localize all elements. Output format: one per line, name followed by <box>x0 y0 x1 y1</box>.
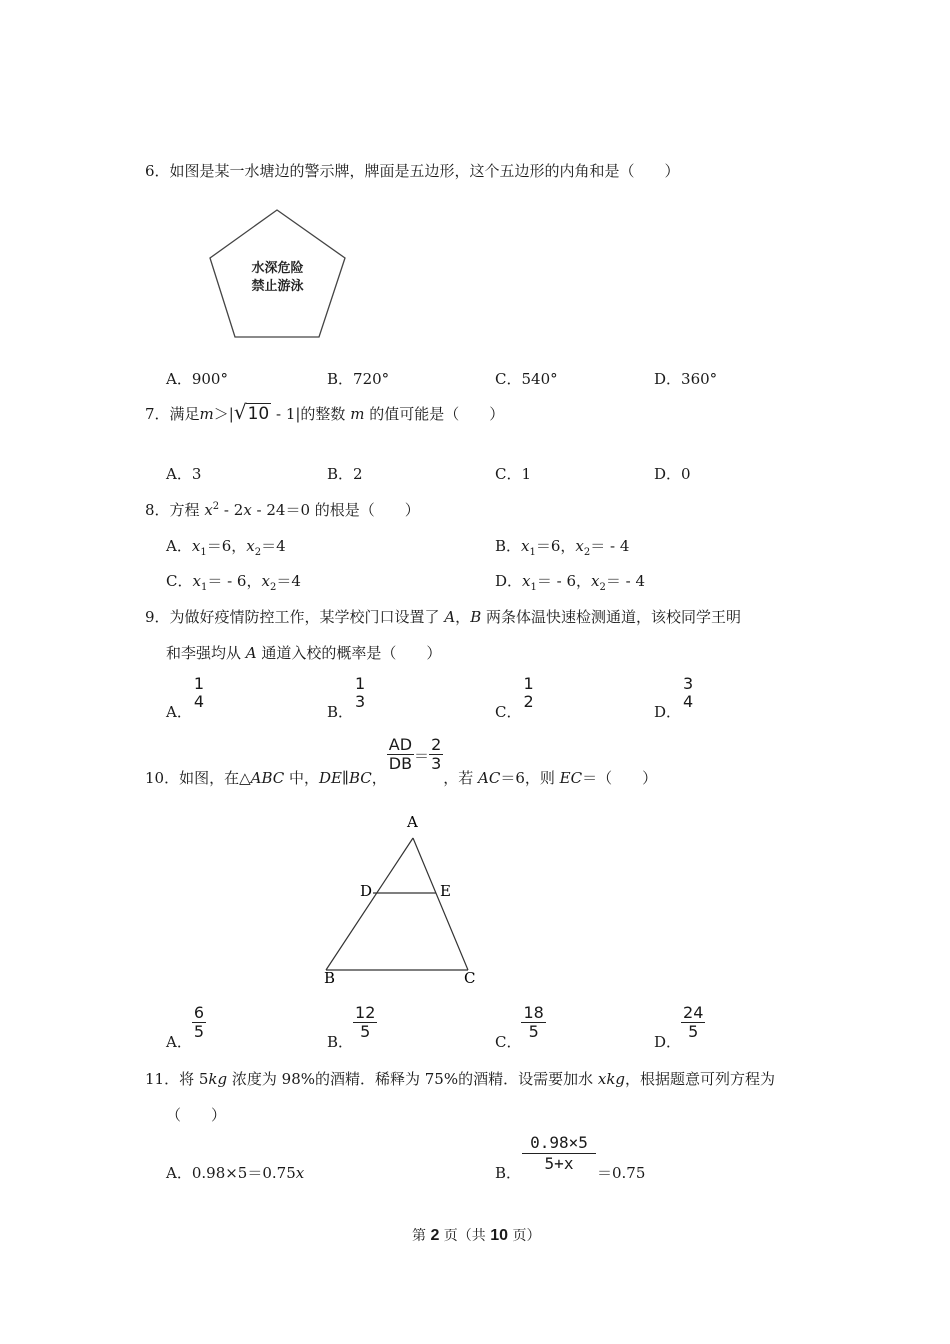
q7-option-d: D．0 <box>654 465 691 483</box>
label-c: C <box>464 969 476 987</box>
q6-option-a: A．900° <box>166 370 228 388</box>
fraction-numerator: 0.98×5 <box>522 1133 596 1154</box>
q9-option-a: A． 1 4 <box>166 674 205 721</box>
q10-option-a: A． $\frac{6}{5}$ <box>166 1003 205 1051</box>
label-d: D <box>360 882 373 900</box>
q11-option-b-tail: ＝0.75 <box>597 1164 646 1182</box>
q9-option-b: B． 1 3 <box>327 674 366 721</box>
sqrt-radicand: 10 <box>247 404 270 424</box>
ratio-ad-db: $\frac{AD}{DB}$ <box>388 735 413 773</box>
triangle-abc-figure <box>318 810 488 990</box>
fraction: $\frac{12}{5}$ <box>355 1003 376 1041</box>
label-a: A <box>407 813 418 831</box>
q11-option-b-fraction <box>522 1133 596 1174</box>
q11-stem-line2: （ ） <box>166 1106 227 1124</box>
sign-text <box>240 260 315 296</box>
page-number: 2 <box>430 1227 440 1244</box>
sqrt-sign: √ <box>233 400 247 424</box>
q8-option-d: D．$x_1= - 6$，$x_2= - 4$ <box>495 572 646 593</box>
q8-stem: 8．方程 $x^2 - 2x - 24=0$ 的根是（ ） <box>145 501 420 519</box>
q11-option-a: A．0.98×5＝0.75x <box>166 1164 305 1182</box>
sign-line-2: 禁止游泳 <box>251 279 304 294</box>
q6-option-c: C．540° <box>495 370 558 388</box>
q7-stem: 7．满足m＞|√10 - 1|的整数 m 的值可能是（ ） <box>145 400 505 424</box>
q8-option-a: A．$x_1=6$，$x_2=4$ <box>166 537 286 558</box>
fraction-denominator: 5+x <box>544 1154 574 1173</box>
q10-option-c: C． $\frac{18}{5}$ <box>495 1003 544 1051</box>
label-b: B <box>324 969 336 987</box>
fraction: $\frac{6}{5}$ <box>193 1003 205 1041</box>
q9-stem-line1: 9．为做好疫情防控工作，某学校门口设置了 A，B 两条体温快速检测通道，该校同学王明 <box>145 608 741 626</box>
q8-option-b: B．$x_1=6$，$x_2= - 4$ <box>495 537 630 558</box>
sign-line-1: 水深危险 <box>251 261 304 276</box>
q8-option-c: C．$x_1= - 6$，$x_2=4$ <box>166 572 301 593</box>
fraction: 1 4 <box>193 674 205 711</box>
q6-option-b: B．720° <box>327 370 390 388</box>
q9-option-c: C． 1 2 <box>495 674 534 721</box>
side-ac <box>413 838 468 970</box>
ratio-value: $\frac{2}{3}$ <box>431 735 442 773</box>
q9-option-d: D． 3 4 <box>654 674 694 721</box>
q10-option-b: B． $\frac{12}{5}$ <box>327 1003 376 1051</box>
page-footer: 第 2 页（共 10 页） <box>412 1227 541 1244</box>
q7-option-a: A．3 <box>166 465 202 483</box>
q10-option-d: D． $\frac{24}{5}$ <box>654 1003 704 1051</box>
side-ab <box>326 838 413 970</box>
q6-option-d: D．360° <box>654 370 718 388</box>
total-pages: 10 <box>490 1227 509 1244</box>
q10-stem: 10．如图，在△ABC 中，DE∥BC， $\frac{AD}{DB}$ ＝ $\frac{2}{3}$ ，若 AC＝6，则 EC＝（ ） <box>145 735 658 787</box>
fraction: $\frac{18}{5}$ <box>523 1003 544 1041</box>
fraction: 3 4 <box>683 674 694 711</box>
fraction: 1 3 <box>355 674 366 711</box>
fraction: 1 2 <box>523 674 534 711</box>
fraction: $\frac{24}{5}$ <box>683 1003 704 1041</box>
q6-stem: 6．如图是某一水塘边的警示牌，牌面是五边形，这个五边形的内角和是（ ） <box>145 162 680 180</box>
q11-option-b-label: B． <box>495 1164 522 1182</box>
q7-option-b: B．2 <box>327 465 363 483</box>
q11-stem-line1: 11．将 5kg 浓度为 98%的酒精．稀释为 75%的酒精．设需要加水 xkg，根据题意可列方程为 <box>145 1070 776 1088</box>
q9-stem-line2: 和李强均从 A 通道入校的概率是（ ） <box>166 644 442 662</box>
label-e: E <box>440 882 451 900</box>
q7-option-c: C．1 <box>495 465 532 483</box>
